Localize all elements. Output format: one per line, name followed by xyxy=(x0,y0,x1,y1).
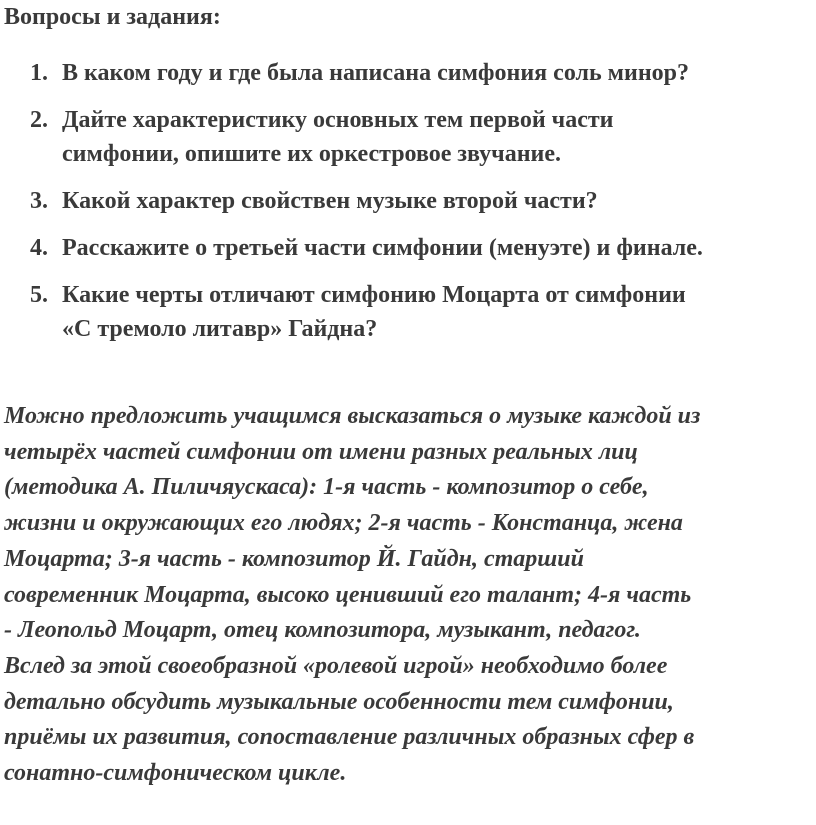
question-item-4 xyxy=(30,231,816,265)
note-line: (методика А. Пиличяускаса): 1-я часть - композитор о себе, xyxy=(4,474,649,501)
note-line: современник Моцарта, высоко ценивший его талант; 4-я часть xyxy=(4,581,692,608)
question-item-5 xyxy=(30,278,816,346)
note-line: Вслед за этой своеобразной «ролевой игрой» необходимо более xyxy=(4,652,668,679)
question-text-line: Расскажите о третьей части симфонии (менуэте) и финале. xyxy=(62,235,703,261)
question-item-3 xyxy=(30,184,816,218)
question-item-2 xyxy=(30,103,816,171)
question-text-line: Какие черты отличают симфонию Моцарта от симфонии xyxy=(62,282,686,308)
question-text-line: Дайте характеристику основных тем первой части xyxy=(62,107,614,133)
page-heading: Вопросы и задания: xyxy=(4,4,221,30)
question-number: 4. xyxy=(30,235,48,261)
note-line: Можно предложить учащимся высказаться о музыке каждой из xyxy=(4,403,701,429)
note-line: детально обсудить музыкальные особенности тем симфонии, xyxy=(4,688,674,715)
questions-list xyxy=(30,56,816,346)
note-line: жизни и окружающих его людях; 2-я часть - Констанца, жена xyxy=(4,510,683,537)
question-text-line: В каком году и где была написана симфония соль минор? xyxy=(62,60,690,86)
question-item-1 xyxy=(30,56,816,90)
question-number: 3. xyxy=(30,188,48,214)
question-number: 2. xyxy=(30,107,48,133)
question-text-line: симфонии, опишите их оркестровое звучание. xyxy=(62,141,562,167)
note-line: - Леопольд Моцарт, отец композитора, музыкант, педагог. xyxy=(4,617,641,644)
methodology-note xyxy=(4,399,816,792)
note-line: приёмы их развития, сопоставление различных образных сфер в xyxy=(4,724,695,751)
question-number: 1. xyxy=(30,60,48,86)
question-text-line: Какой характер свойствен музыке второй части? xyxy=(62,188,598,214)
question-text-line: «С тремоло литавр» Гайдна? xyxy=(62,316,378,342)
note-line: сонатно-симфоническом цикле. xyxy=(4,760,347,787)
note-line: четырёх частей симфонии от имени разных реальных лиц xyxy=(4,438,638,465)
question-number: 5. xyxy=(30,282,48,308)
note-line: Моцарта; 3-я часть - композитор Й. Гайдн, старший xyxy=(4,545,584,572)
